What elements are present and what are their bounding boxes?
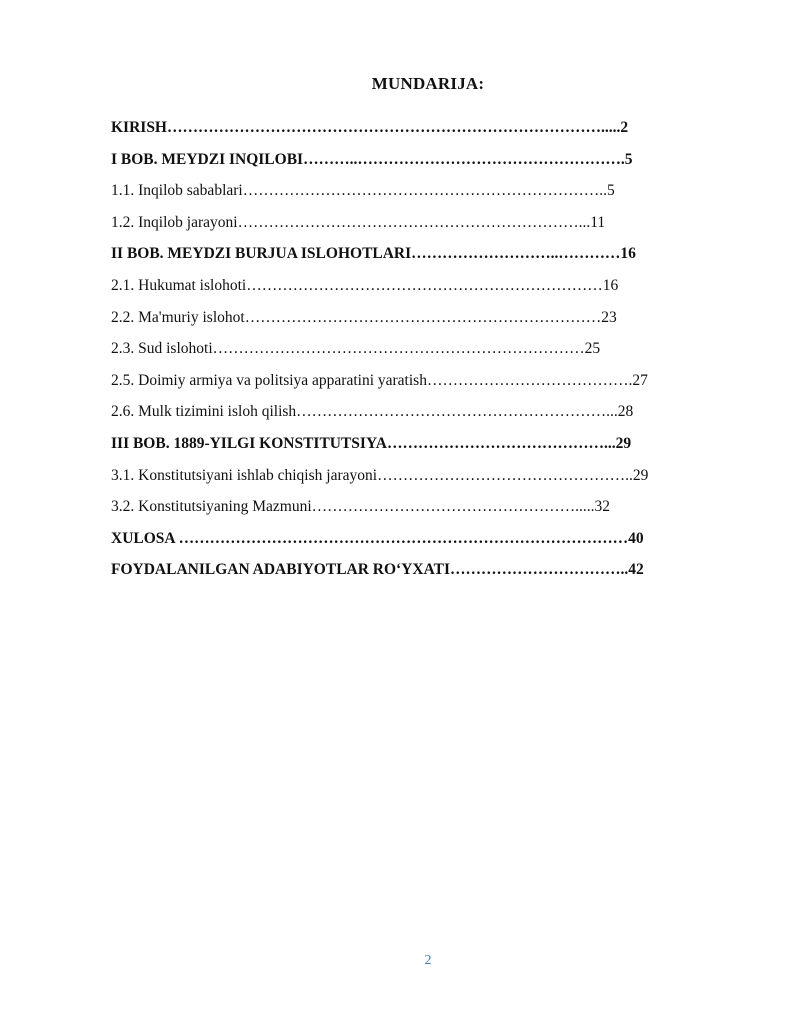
toc-entry-leader: …………………………….. [450,561,629,579]
toc-entry-page-number: 5 [624,150,633,168]
toc-entry-label: KIRISH [111,119,167,136]
toc-section-entry [111,274,746,306]
toc-entry-label: 2.3. Sud islohoti [111,340,213,358]
toc-entry-label: 2.6. Mulk tizimini isloh qilish [111,403,297,421]
table-of-contents [111,116,746,590]
toc-entry-page-number: 16 [620,245,636,263]
toc-section-entry [111,400,746,432]
toc-section-entry [111,306,746,338]
toc-entry-page-number: 42 [628,561,644,579]
toc-entry-page-number: 29 [632,466,649,484]
toc-entry-label: I BOB. MEYDZI INQILOBI [111,150,304,168]
toc-entry-leader: ……………………………………………..... [311,498,595,516]
toc-section-entry [111,337,746,369]
toc-entry-label: 1.2. Inqilob jarayoni [111,213,238,231]
toc-entry-leader: …………………………………………………………………………… [178,529,629,547]
toc-entry-page-number: 25 [584,340,601,358]
toc-entry-leader: ……………………………………………………... [296,403,618,421]
toc-entry-leader: ……………………………………………………………… [212,340,585,358]
toc-entry-leader: ……………………………………... [386,434,616,452]
toc-entry-leader: ………………………………………….. [377,466,633,484]
toc-entry-leader: …………………………………………………………….. [242,182,607,200]
toc-entry-leader: ………..……………………………………………. [303,150,625,168]
toc-chapter-entry [111,242,746,274]
toc-entry-label: III BOB. 1889-YILGI KONSTITUTSIYA [111,434,387,452]
toc-entry-page-number: 11 [590,213,606,231]
toc-entry-label: 2.2. Ma'muriy islohot [111,308,245,326]
toc-entry-page-number: 16 [602,276,619,294]
toc-entry-leader: …………………………………………………………... [237,213,591,231]
toc-chapter-entry [111,148,746,180]
toc-chapter-entry [111,432,746,464]
toc-chapter-entry [111,527,746,559]
toc-section-entry [111,464,746,496]
toc-entry-label: 1.1. Inqilob sabablari [111,182,243,200]
toc-entry-leader: ………………………..………… [411,245,621,263]
toc-chapter-entry [111,558,746,590]
toc-entry-leader: …………………………………. [426,371,633,389]
toc-entry-leader: …………………………………………………………… [246,276,603,294]
toc-entry-page-number: 29 [615,434,632,452]
page-number: 2 [424,953,432,968]
toc-entry-label: FOYDALANILGAN ADABIYOTLAR RO‘YXATI [111,561,451,579]
toc-entry-page-number: 5 [606,182,615,200]
toc-section-entry [111,495,746,527]
toc-entry-page-number: 2 [620,119,629,136]
toc-section-entry [111,179,746,211]
toc-chapter-entry [111,116,746,148]
toc-entry-label: II BOB. MEYDZI BURJUA ISLOHOTLARI [111,245,412,263]
toc-section-entry [111,369,746,401]
toc-entry-page-number: 32 [594,498,611,516]
toc-entry-page-number: 27 [632,371,648,389]
toc-entry-label: 3.2. Konstitutsiyaning Mazmuni [111,498,312,516]
toc-title: MUNDARIJA: [371,74,485,93]
toc-section-entry [111,211,746,243]
toc-entry-page-number: 23 [601,308,617,326]
toc-entry-page-number: 40 [628,529,644,547]
toc-entry-label: 3.1. Konstitutsiyani ishlab chiqish jarayoni [111,466,378,484]
toc-entry-leader: …………………………………………………………………………..... [167,119,621,136]
toc-entry-label: 2.1. Hukumat islohoti [111,276,247,294]
toc-entry-page-number: 28 [617,403,634,421]
toc-entry-leader: …………………………………………………………… [244,308,602,326]
toc-entry-label: 2.5. Doimiy armiya va politsiya apparatini yaratish [111,371,427,389]
toc-entry-label: XULOSA [111,529,179,547]
